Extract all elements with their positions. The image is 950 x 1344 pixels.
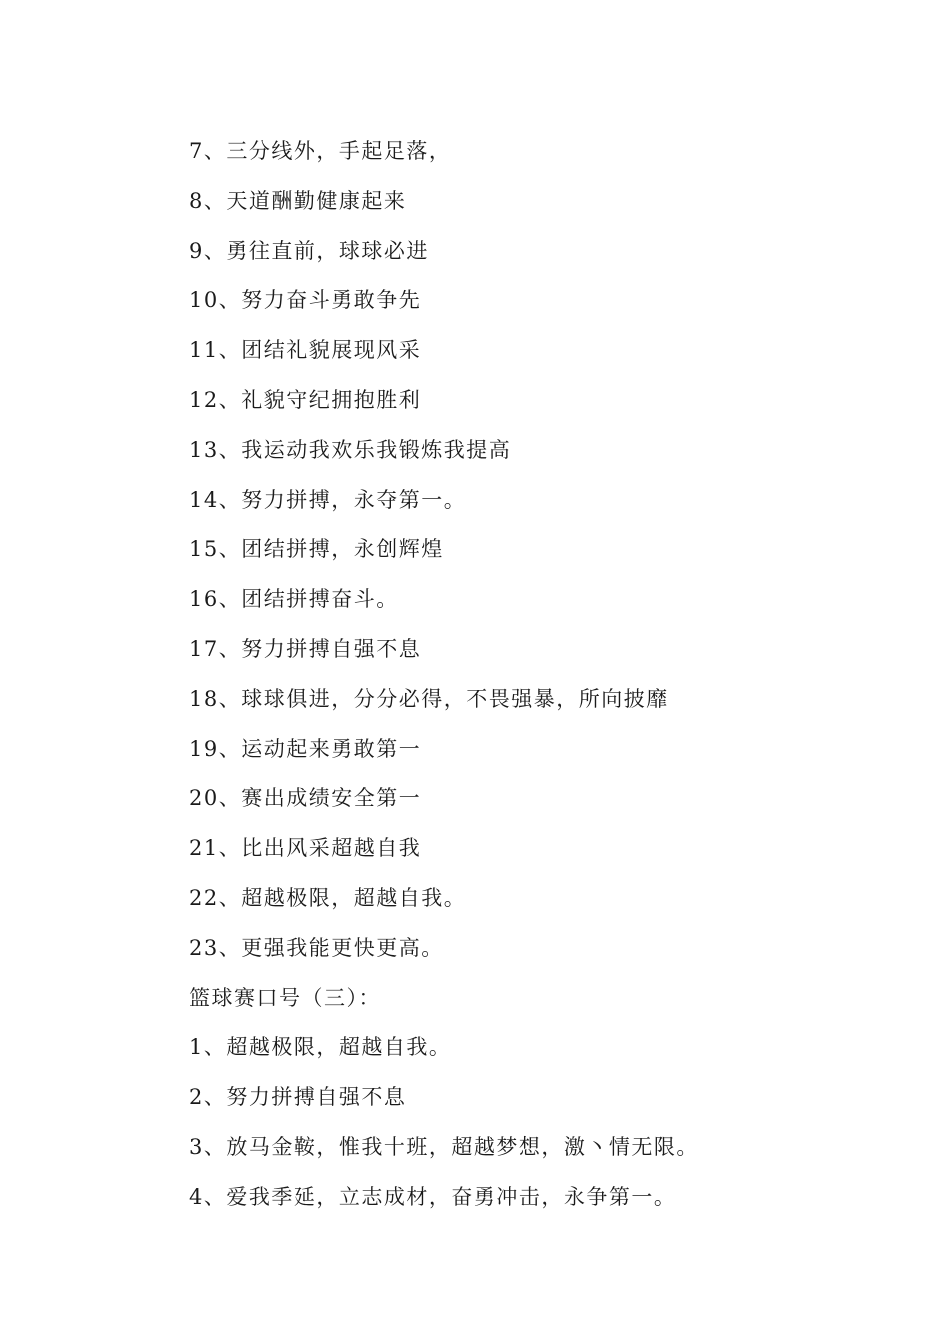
slogan-line: 10、努力奋斗勇敢争先: [189, 288, 422, 313]
slogan-line: 17、努力拼搏自强不息: [189, 636, 422, 661]
slogan-line: 2、努力拼搏自强不息: [189, 1085, 407, 1110]
slogan-line: 20、赛出成绩安全第一: [189, 786, 422, 811]
slogan-line: 23、更强我能更快更高。: [189, 935, 444, 960]
slogan-line: 1、超越极限，超越自我。: [189, 1035, 452, 1060]
slogan-line: 13、我运动我欢乐我锻炼我提高: [189, 437, 512, 462]
slogan-line: 19、运动起来勇敢第一: [189, 736, 422, 761]
slogan-line: 4、爱我季延，立志成材，奋勇冲击，永争第一。: [189, 1184, 677, 1209]
slogan-line: 15、团结拼搏，永创辉煌: [189, 537, 444, 562]
slogan-line: 21、比出风采超越自我: [189, 836, 422, 861]
slogan-list: [189, 128, 889, 1224]
slogan-line: 22、超越极限，超越自我。: [189, 885, 467, 910]
slogan-line: 16、团结拼搏奋斗。: [189, 587, 399, 612]
slogan-line: 7、三分线外，手起足落，: [189, 139, 452, 163]
slogan-line: 3、放马金鞍，惟我十班，超越梦想，激丶情无限。: [189, 1134, 699, 1159]
slogan-line: 9、勇往直前，球球必进: [189, 238, 429, 263]
slogan-line: 11、团结礼貌展现风采: [189, 338, 422, 363]
slogan-line: 12、礼貌守纪拥抱胜利: [189, 387, 422, 412]
slogan-line: 14、努力拼搏，永夺第一。: [189, 487, 467, 512]
section-heading: 篮球赛口号（三）：: [189, 985, 381, 1010]
slogan-line: 8、天道酬勤健康起来: [189, 188, 407, 213]
slogan-line: 18、球球俱进，分分必得，不畏强暴，所向披靡: [189, 686, 669, 711]
